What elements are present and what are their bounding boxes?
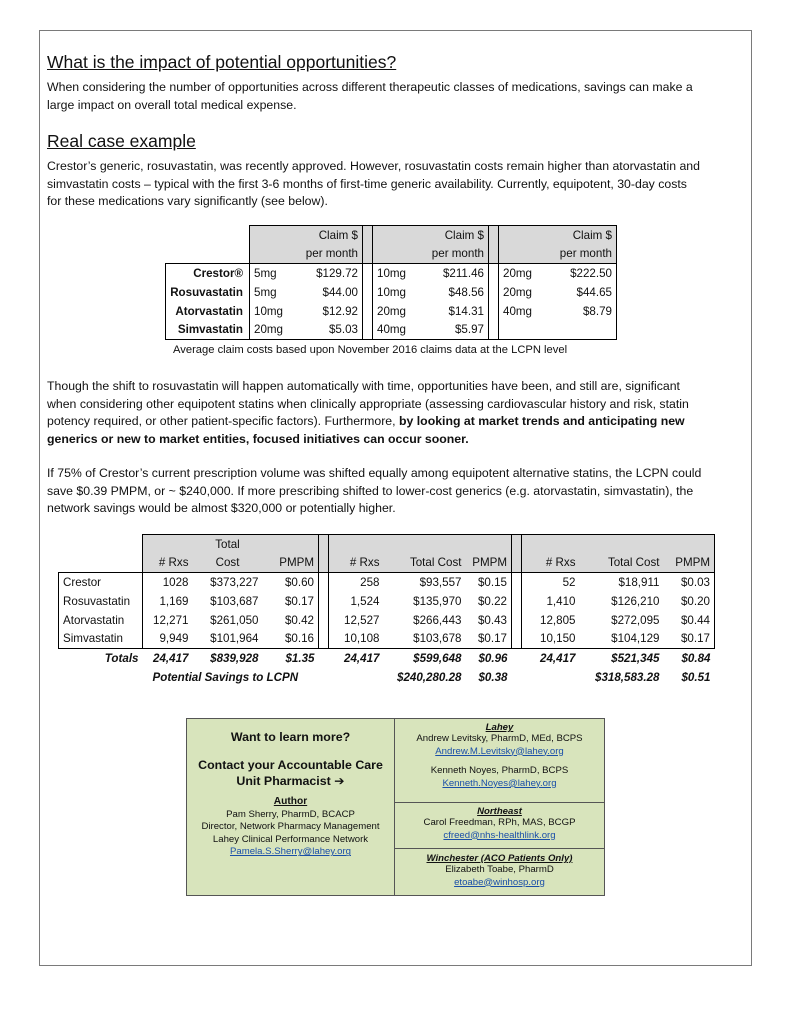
case-paragraph xyxy=(47,158,752,211)
contact-pharmacist-text: Contact your Accountable Care xyxy=(198,758,383,772)
case-line: simvastatin costs – typical with the first 3-6 months of first-time generic availability. Currently, equipotent, 30-day costs xyxy=(47,176,687,191)
case-line: for these medications vary significantly (see below). xyxy=(47,194,328,209)
savings-row xyxy=(59,630,715,649)
drug-name: Atorvastatin xyxy=(59,611,143,630)
rx-count: 24,417 xyxy=(329,649,384,668)
pmpm: $0.43 xyxy=(477,613,507,627)
claim-cost: $12.92 xyxy=(322,304,358,318)
dose: 20mg xyxy=(250,321,292,340)
dose xyxy=(499,321,546,340)
dose: 20mg xyxy=(377,304,407,318)
total-cost: $103,687 xyxy=(210,594,259,608)
total-cost: $599,648 xyxy=(384,649,466,668)
pharmacist-email-link[interactable]: Andrew.M.Levitsky@lahey.org xyxy=(435,745,564,757)
dose: 40mg xyxy=(503,304,533,318)
claim-cost: $48.56 xyxy=(448,285,484,299)
rx-count: 9,949 xyxy=(143,630,193,649)
rxs-header: # Rxs xyxy=(329,554,384,573)
claims-header-row-1 xyxy=(166,226,617,245)
pmpm: $0.96 xyxy=(466,649,512,668)
claim-cost: $8.79 xyxy=(546,302,617,321)
savings-header-row-1 xyxy=(59,535,715,554)
rx-count: 258 xyxy=(360,575,380,589)
claims-row xyxy=(166,264,617,283)
total-cost: $101,964 xyxy=(210,632,259,646)
case-line: Crestor’s generic, rosuvastatin, was recently approved. However, rosuvastatin costs remain higher than atorvastatin and xyxy=(47,159,700,173)
savings-line: If 75% of Crestor’s current prescription volume was shifted equally among equipotent alternative statins, the LCPN could xyxy=(47,466,702,480)
winchester-heading: Winchester (ACO Patients Only) xyxy=(426,853,573,864)
author-email-link[interactable]: Pamela.S.Sherry@lahey.org xyxy=(229,846,351,858)
total-cost: $135,970 xyxy=(413,594,462,608)
author-name: Pam Sherry, PharmD, BCACP xyxy=(226,808,355,820)
author-heading: Author xyxy=(273,796,308,807)
claim-cost: $211.46 xyxy=(442,266,484,280)
pmpm-header: PMPM xyxy=(664,554,715,573)
rx-count: 12,805 xyxy=(540,613,576,627)
lahey-section xyxy=(395,719,604,803)
claim-cost: $222.50 xyxy=(546,264,617,283)
dose: 20mg xyxy=(503,285,533,299)
impact-paragraph xyxy=(47,79,752,114)
drug-name: Crestor xyxy=(59,573,143,592)
contact-right-panel xyxy=(395,719,604,895)
author-org: Lahey Clinical Performance Network xyxy=(212,833,369,845)
drug-name: Simvastatin xyxy=(59,630,143,649)
shift-bold-text: generics or new to market entities, focused initiatives can occur sooner. xyxy=(47,431,469,446)
shift-text: potency required, or other patient-specific factors). Furthermore, xyxy=(47,414,396,429)
pmpm: $0.20 xyxy=(664,592,715,611)
total-cost: $261,050 xyxy=(210,613,259,627)
impact-line: When considering the number of opportunities across different therapeutic classes of medications, savings can make a xyxy=(47,80,693,94)
claim-cost: $44.00 xyxy=(322,285,358,299)
dose: 40mg xyxy=(373,321,420,340)
total-cost-header: Cost xyxy=(193,554,263,573)
total-cost-header: Total xyxy=(193,535,263,554)
pmpm: $0.03 xyxy=(664,573,715,592)
claim-cost: $14.31 xyxy=(448,304,484,318)
rxs-header: # Rxs xyxy=(522,554,580,573)
per-month-header: per month xyxy=(292,245,363,264)
pmpm-header: PMPM xyxy=(466,554,512,573)
case-heading: Real case example xyxy=(47,131,196,151)
savings-header-row-2 xyxy=(59,554,715,573)
rx-count: 24,417 xyxy=(522,649,580,668)
dose: 20mg xyxy=(503,266,533,280)
pmpm: $0.22 xyxy=(477,594,507,608)
rx-count: 10,108 xyxy=(344,632,380,646)
rxs-header: # Rxs xyxy=(143,554,193,573)
dose: 5mg xyxy=(250,264,292,283)
shift-line: Though the shift to rosuvastatin will happen automatically with time, opportunities have been, and still are, significant xyxy=(47,379,680,393)
contact-left-panel xyxy=(187,719,395,895)
total-cost-header: Total Cost xyxy=(384,554,466,573)
pharmacist-email-link[interactable]: cfreed@nhs-healthlink.org xyxy=(443,829,556,841)
pmpm: $1.35 xyxy=(263,649,319,668)
claims-table xyxy=(165,225,617,340)
pmpm: $0.16 xyxy=(284,632,314,646)
learn-more-heading: Want to learn more? xyxy=(230,730,351,744)
pmpm: $0.17 xyxy=(284,594,314,608)
savings-table xyxy=(58,534,715,687)
claim-cost: $129.72 xyxy=(316,266,358,280)
total-cost: $93,557 xyxy=(419,575,462,589)
dose: 10mg xyxy=(250,302,292,321)
shift-line xyxy=(47,413,752,431)
savings-line: network savings would be almost $320,000 or potentially higher. xyxy=(47,501,396,516)
pmpm-header: PMPM xyxy=(263,554,319,573)
per-month-header: per month xyxy=(546,245,617,264)
claim-header: Claim $ xyxy=(420,226,489,245)
pharmacist-name: Andrew Levitsky, PharmD, MEd, BCPS xyxy=(416,733,583,744)
dose: 10mg xyxy=(377,285,407,299)
claim-cost: $44.65 xyxy=(546,283,617,302)
author-title: Director, Network Pharmacy Management xyxy=(201,821,380,833)
totals-row xyxy=(59,649,715,668)
drug-name: Atorvastatin xyxy=(166,302,250,321)
drug-name: Crestor® xyxy=(166,264,250,283)
contact-pharmacist-text: Unit Pharmacist ➔ xyxy=(236,774,345,788)
lahey-heading: Lahey xyxy=(485,722,514,733)
claim-header: Claim $ xyxy=(546,226,617,245)
impact-line: large impact on overall total medical expense. xyxy=(47,97,297,112)
total-cost: $126,210 xyxy=(611,594,660,608)
impact-heading: What is the impact of potential opportunities? xyxy=(47,52,397,72)
total-cost: $266,443 xyxy=(413,613,462,627)
savings-pmpm: $0.51 xyxy=(681,670,711,684)
northeast-heading: Northeast xyxy=(477,806,522,817)
dose: 5mg xyxy=(250,283,292,302)
northeast-section xyxy=(395,803,604,849)
pharmacist-email-link[interactable]: etoabe@winhosp.org xyxy=(454,876,545,888)
pharmacist-name: Carol Freedman, RPh, MAS, BCGP xyxy=(423,817,576,828)
drug-name: Rosuvastatin xyxy=(59,592,143,611)
claim-cost xyxy=(546,321,617,340)
savings-amount: $318,583.28 xyxy=(595,670,660,684)
claims-caption: Average claim costs based upon November 2016 claims data at the LCPN level xyxy=(173,344,568,356)
drug-name: Rosuvastatin xyxy=(166,283,250,302)
savings-paragraph xyxy=(47,465,752,518)
shift-line xyxy=(47,431,752,449)
pmpm: $0.15 xyxy=(477,575,507,589)
rx-count: 10,150 xyxy=(540,632,576,646)
pmpm: $0.44 xyxy=(664,611,715,630)
savings-line: save $0.39 PMPM, or ~ $240,000. If more prescribing shifted to lower-cost generics (e.g. atorvastatin, simvastatin), the xyxy=(47,483,694,498)
claim-header: Claim $ xyxy=(292,226,363,245)
rx-count: 1028 xyxy=(143,573,193,592)
savings-row xyxy=(59,592,715,611)
rx-count: 1,169 xyxy=(143,592,193,611)
savings-pmpm: $0.38 xyxy=(478,670,508,684)
total-cost: $103,678 xyxy=(413,632,462,646)
shift-line: when considering other equipotent statins when clinically appropriate (assessing cardiovascular history and risk, statin xyxy=(47,396,689,411)
potential-savings-label: Potential Savings to LCPN xyxy=(152,670,299,684)
potential-savings-row xyxy=(59,668,715,687)
claims-row xyxy=(166,283,617,302)
rx-count: 24,417 xyxy=(143,649,193,668)
rx-count: 12,271 xyxy=(143,611,193,630)
winchester-section xyxy=(395,849,604,889)
claim-cost: $5.03 xyxy=(292,321,363,340)
total-cost: $373,227 xyxy=(210,575,259,589)
claim-cost: $5.97 xyxy=(420,321,489,340)
contact-box xyxy=(186,718,605,896)
rx-count: 52 xyxy=(562,575,576,589)
pharmacist-name: Kenneth Noyes, PharmD, BCPS xyxy=(430,765,569,777)
rx-count: 1,524 xyxy=(350,594,380,608)
total-cost: $18,911 xyxy=(618,575,660,589)
shift-paragraph xyxy=(47,378,752,448)
claims-row xyxy=(166,321,617,340)
total-cost: $104,129 xyxy=(611,632,660,646)
per-month-header: per month xyxy=(420,245,489,264)
pmpm: $0.84 xyxy=(664,649,715,668)
rx-count: 12,527 xyxy=(344,613,380,627)
pharmacist-email-link[interactable]: Kenneth.Noyes@lahey.org xyxy=(442,777,557,789)
shift-bold-text: by looking at market trends and anticipating new xyxy=(395,414,685,429)
total-cost: $272,095 xyxy=(611,613,660,627)
totals-label: Totals xyxy=(59,649,143,668)
savings-row xyxy=(59,573,715,592)
claims-header-row-2 xyxy=(166,245,617,264)
rx-count: 1,410 xyxy=(546,594,576,608)
savings-row xyxy=(59,611,715,630)
total-cost: $521,345 xyxy=(580,649,664,668)
pmpm: $0.42 xyxy=(284,613,314,627)
total-cost: $839,928 xyxy=(193,649,263,668)
pmpm: $0.60 xyxy=(284,575,314,589)
pmpm: $0.17 xyxy=(664,630,715,649)
total-cost-header: Total Cost xyxy=(580,554,664,573)
pharmacist-name: Elizabeth Toabe, PharmD xyxy=(445,864,554,875)
pmpm: $0.17 xyxy=(477,632,507,646)
drug-name: Simvastatin xyxy=(166,321,250,340)
savings-amount: $240,280.28 xyxy=(397,670,462,684)
dose: 10mg xyxy=(377,266,407,280)
claims-row xyxy=(166,302,617,321)
